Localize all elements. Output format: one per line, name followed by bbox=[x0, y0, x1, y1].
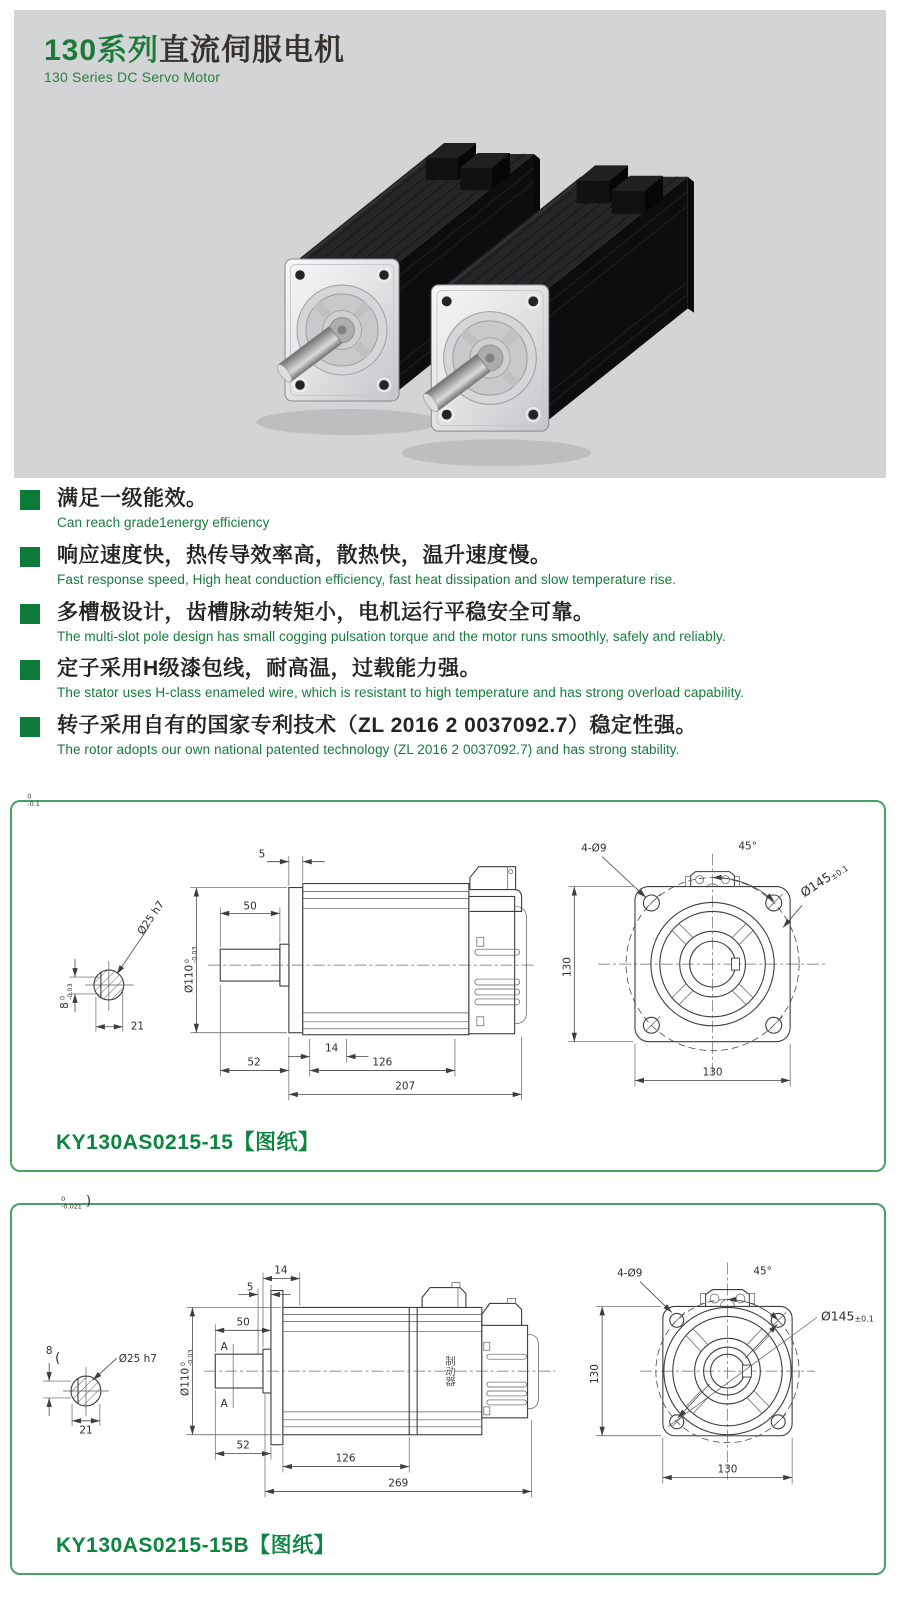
dim-rear-step: 14 bbox=[324, 1042, 339, 1055]
dim-shaft-length: 50 bbox=[243, 900, 257, 913]
title-subtitle-en: 130 Series DC Servo Motor bbox=[44, 69, 221, 85]
dim-front-length: 52 bbox=[236, 1439, 250, 1452]
dim-flange-height: 130 bbox=[561, 957, 574, 978]
dim-front-gap: 5 bbox=[246, 1281, 254, 1294]
feature-bullet-icon bbox=[20, 660, 40, 680]
feature-item bbox=[20, 543, 882, 587]
feature-text-en: The multi-slot pole design has small cogging pulsation torque and the motor runs smoothly, safely and reliably. bbox=[57, 629, 726, 645]
dim-shaft-dia: Ø25 h7(0 -0.021 ) bbox=[55, 1194, 157, 1367]
dim-key-width: 210 -0.1 bbox=[27, 792, 145, 1033]
dim-total-length: 269 bbox=[388, 1477, 409, 1490]
title-product: 直流伺服电机 bbox=[159, 34, 346, 67]
dim-pilot-circle: Ø145±0.1 bbox=[797, 863, 850, 900]
product-photo-servo-motors bbox=[242, 106, 694, 458]
dim-front-gap: 5 bbox=[258, 848, 266, 861]
section-mark-a-top: A bbox=[220, 1341, 228, 1354]
dim-flange-width: 130 bbox=[702, 1066, 723, 1079]
brake-label: 制动器 bbox=[442, 1355, 455, 1387]
feature-item bbox=[20, 656, 882, 700]
motor-front-view bbox=[589, 1263, 874, 1484]
drawing-1-caption: KY130AS0215-15【图纸】 bbox=[56, 1131, 320, 1154]
feature-bullet-icon bbox=[20, 604, 40, 624]
motor-side-view bbox=[183, 849, 536, 1101]
feature-bullet-icon bbox=[20, 547, 40, 567]
dim-flange-width: 130 bbox=[717, 1463, 738, 1476]
dim-rear-step: 14 bbox=[274, 1264, 288, 1277]
technical-drawing-1 bbox=[12, 792, 884, 1170]
dim-key-height: 8 bbox=[45, 1345, 53, 1358]
title-series: 130系列 bbox=[44, 34, 160, 67]
technical-drawing-2 bbox=[12, 1194, 884, 1573]
feature-text-zh: 多槽极设计，齿槽脉动转矩小，电机运行平稳安全可靠。 bbox=[57, 601, 595, 624]
drawing-panel-1 bbox=[10, 792, 886, 1172]
feature-item bbox=[20, 713, 882, 757]
dim-shaft-length: 50 bbox=[236, 1316, 250, 1329]
drawing-2-caption: KY130AS0215-15B【图纸】 bbox=[56, 1534, 336, 1557]
feature-text-en: The rotor adopts our own national patented technology (ZL 2016 2 0037092.7) and has strong stability. bbox=[57, 742, 680, 758]
dim-mount-holes: 4-Ø9 bbox=[617, 1267, 643, 1280]
dim-hole-angle: 45° bbox=[753, 1265, 772, 1278]
feature-bullet-icon bbox=[20, 490, 40, 510]
shaft-section-view bbox=[43, 1194, 157, 1437]
feature-bullet-icon bbox=[20, 717, 40, 737]
drawing-panel-2 bbox=[10, 1194, 886, 1575]
motor-front-view bbox=[561, 841, 850, 1087]
flange-bolt-holes bbox=[670, 1312, 786, 1428]
section-mark-a-bottom: A bbox=[220, 1397, 228, 1410]
motor-side-view-brake bbox=[179, 1265, 555, 1498]
dim-body-diameter: Ø1100-0.03 bbox=[178, 1349, 195, 1396]
dim-total-length: 207 bbox=[395, 1080, 416, 1093]
feature-text-zh: 定子采用H级漆包线，耐高温，过载能力强。 bbox=[57, 657, 482, 680]
dim-key-width: 21 bbox=[79, 1424, 93, 1437]
dim-key-height: 80-0.03 bbox=[58, 983, 75, 1009]
feature-item bbox=[20, 486, 882, 530]
shaft-section-view bbox=[27, 793, 167, 1033]
feature-text-zh: 响应速度快，热传导效率高，散热快，温升速度慢。 bbox=[57, 544, 552, 567]
dim-mount-holes: 4-Ø9 bbox=[581, 842, 607, 855]
page-title bbox=[44, 34, 345, 85]
feature-text-en: Can reach grade1energy efficiency bbox=[57, 515, 270, 531]
hero-panel bbox=[14, 10, 886, 478]
feature-item bbox=[20, 600, 882, 644]
feature-text-en: The stator uses H-class enameled wire, which is resistant to high temperature and has strong overload capability. bbox=[57, 685, 745, 701]
dim-flange-height: 130 bbox=[589, 1364, 602, 1385]
feature-text-zh: 满足一级能效。 bbox=[57, 487, 208, 510]
flange-bolt-holes bbox=[643, 894, 782, 1033]
feature-text-en: Fast response speed, High heat conduction efficiency, fast heat dissipation and slow temperature rise. bbox=[57, 572, 677, 588]
dim-hole-angle: 45° bbox=[738, 840, 757, 853]
dim-body-length: 126 bbox=[335, 1452, 356, 1465]
dim-front-length: 52 bbox=[247, 1056, 261, 1069]
dim-pilot-circle: Ø145±0.1 bbox=[820, 1308, 874, 1324]
dim-body-length: 126 bbox=[372, 1056, 393, 1069]
feature-text-zh: 转子采用自有的国家专利技术（ZL 2016 2 0037092.7）稳定性强。 bbox=[57, 714, 697, 737]
dim-body-diameter: Ø1100-0.03 bbox=[182, 946, 199, 993]
dim-shaft-dia: Ø25 h7 bbox=[135, 898, 167, 937]
